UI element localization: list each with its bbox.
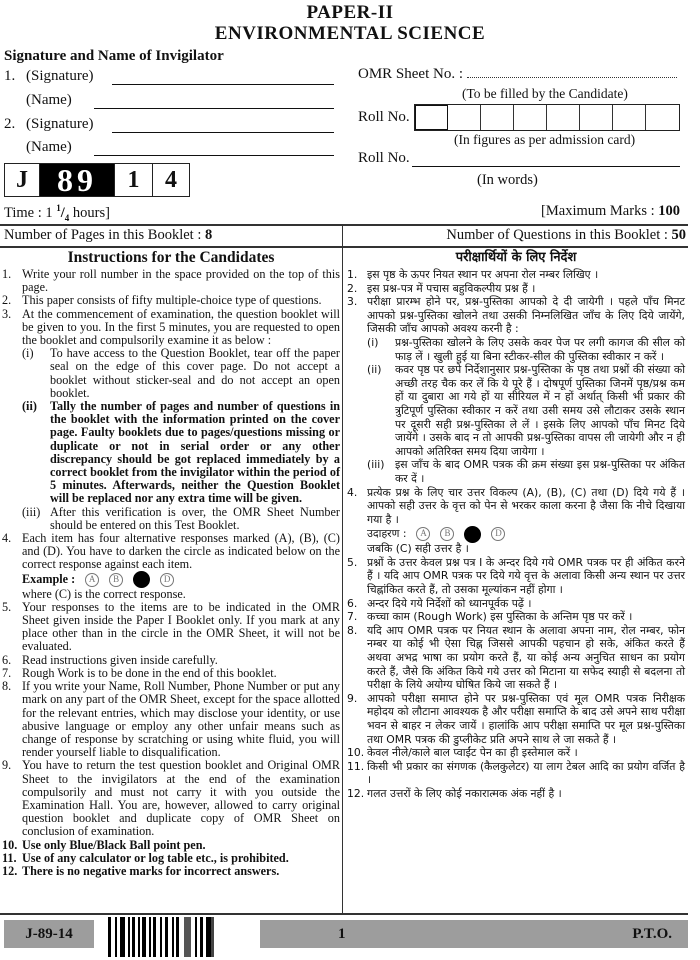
page-number: 1 (338, 925, 346, 942)
roll-number-words: Roll No. (358, 150, 680, 167)
item-number: 1. (347, 268, 358, 281)
instruction-item (347, 746, 685, 760)
instruction-item (347, 295, 685, 336)
instruction-item (2, 532, 340, 572)
bubble-b-icon: B (109, 573, 123, 587)
paper-number: PAPER-II (306, 2, 394, 23)
bubble-a-icon: A (416, 527, 430, 541)
item-text: There is no negative marks for incorrect answers. (22, 863, 280, 878)
example-row (2, 572, 340, 588)
instruction-item (2, 680, 340, 759)
signature-line[interactable] (112, 121, 334, 133)
roll-words-note: (In words) (477, 172, 538, 188)
roll-digit-box[interactable] (613, 105, 646, 130)
bubble-c-filled-icon (133, 571, 150, 588)
item-text: If you write your Name, Roll Number, Phone Number or put any mark on any part of the OMR Sheet, except for the space allotted for the relevant entries, which may disclose your identity, or use abusive language or employ any other unfair means such as change of response by scratching or using white fluid, you will render yourself liable to disqualification. (22, 679, 340, 760)
item-text: प्रश्नों के उत्तर केवल प्रश्न पत्र I के अन्दर दिये गये OMR पत्रक पर ही अंकित करने हैं । यदि आप OMR पत्रक पर दिये गये वृत्त के अलावा किसी अन्य स्थान पर उत्तर चिह्नांकित करते हैं, तो उसका मूल्यांकन नहीं होगा । (367, 555, 685, 597)
instruction-item (347, 268, 685, 282)
footer-booklet-code: J-89-14 (4, 920, 94, 948)
instruction-item (347, 624, 685, 692)
item-text: किसी भी प्रकार का संगणक (कैलकुलेटर) या लाग टेबल आदि का प्रयोग वर्जित है । (367, 759, 685, 787)
instruction-item (2, 759, 340, 838)
roll-number-figures: Roll No. (358, 104, 680, 131)
instruction-item (2, 308, 340, 348)
instruction-item (2, 839, 340, 852)
roll-words-line[interactable] (412, 155, 680, 167)
divider (0, 224, 688, 226)
roll-digit-box[interactable] (514, 105, 547, 130)
item-number: 3. (2, 306, 12, 321)
invigilator-2-name: (Name) (4, 139, 334, 156)
roll-figures-note: (In figures as per admission card) (454, 132, 636, 147)
invigilator-1-name: (Name) (4, 92, 334, 109)
item-text: गलत उत्तरों के लिए कोई नकारात्मक अंक नहीं है । (367, 786, 562, 800)
item-number: 8. (2, 679, 12, 694)
instruction-item (347, 556, 685, 597)
code-digit-2: 4 (165, 166, 177, 193)
instruction-subitem (2, 347, 340, 400)
item-number: 6. (2, 652, 12, 667)
item-number: (iii) (367, 458, 385, 472)
item-number: 10. (347, 746, 365, 760)
item-text: To have access to the Question Booklet, tear off the paper seal on the edge of this cover page. Do not accept a booklet without sticker-seal and do not accept an open booklet. (50, 346, 340, 400)
name-line[interactable] (94, 97, 334, 109)
instruction-item (347, 486, 685, 527)
item-text: इस प्रश्न-पत्र में पचास बहुविकल्पीय प्रश्न हैं । (367, 281, 536, 295)
item-number: 11. (347, 759, 365, 773)
bubble-b-icon: B (440, 527, 454, 541)
item-number: 12. (347, 786, 365, 800)
pages-count: Number of Pages in this Booklet : 8 (4, 227, 213, 243)
instruction-item (2, 601, 340, 654)
item-number: 12. (2, 863, 18, 878)
code-digit-1: 1 (115, 164, 153, 196)
item-number: 5. (347, 555, 358, 569)
item-text: इस पृष्ठ के ऊपर नियत स्थान पर अपना रोल नम्बर लिखिए । (367, 268, 599, 281)
item-text: You have to return the test question booklet and Original OMR Sheet to the invigilators at the end of the examination compulsorily and must not carry it with you outside the Examination Hall. You are, however, allowed to carry original question booklet and duplicate copy of OMR Sheet on conclusion of examination. (22, 758, 340, 839)
subject-title: ENVIRONMENTAL SCIENCE (214, 23, 486, 44)
english-heading: Instructions for the Candidates (67, 249, 275, 266)
barcode-icon (108, 917, 248, 957)
example-note: जबकि (C) सही उत्तर है । (367, 542, 469, 556)
item-text: Each item has four alternative responses marked (A), (B), (C) and (D). You have to darken the circle as indicated below on the correct response against each item. (22, 531, 340, 572)
invigilator-2-signature: 2. (Signature) (4, 116, 334, 133)
item-number: 1. (2, 267, 12, 281)
item-number: 9. (2, 758, 12, 773)
item-text: प्रश्न-पुस्तिका खोलने के लिए उसके कवर पेज पर लगी कागज की सील को फाड़ लें । खुली हुई या बिना स्टीकर-सील की पुस्तिका स्वीकार न करें । (395, 335, 685, 363)
bubble-d-icon: D (491, 527, 505, 541)
item-text: इस जाँच के बाद OMR पत्रक की क्रम संख्या इस प्रश्न-पुस्तिका पर अंकित कर दें । (395, 458, 685, 485)
instruction-item (347, 760, 685, 787)
item-number: (ii) (367, 363, 382, 377)
item-number: 8. (347, 623, 358, 637)
omr-note: (To be filled by the Candidate) (462, 86, 628, 101)
item-number: 9. (347, 691, 358, 705)
roll-digit-box[interactable] (481, 105, 514, 130)
example-note: where (C) is the correct response. (22, 586, 186, 601)
item-text: कच्चा काम (Rough Work) इस पुस्तिका के अन्तिम पृष्ठ पर करें । (367, 610, 633, 624)
roll-digit-box[interactable] (580, 105, 613, 130)
item-text: At the commencement of examination, the question booklet will be given to you. In the first 5 minutes, you are requested to open the booklet and compulsorily examine it as below : (22, 306, 340, 348)
item-text: कवर पृष्ठ पर छपे निर्देशानुसार प्रश्न-पुस्तिका के पृष्ठ तथा प्रश्नों की संख्या को अच्छी तरह चैक कर लें कि ये पूरे हैं । दोषपूर्ण पुस्तिका जिनमें पृष्ठ/प्रश्न कम हों या दुबारा आ गये हों या सीरियल में न हों अर्थात् किसी भी प्रकार की त्रुटिपूर्ण पुस्तिका स्वीकार न करें तथा उसी समय उसे लौटाकर उसके स्थान पर दूसरी सही प्रश्न-पुस्तिका ले लें । इसके लिए आपको पाँच मिनट दिये जायेंगे । उसके बाद न तो आपकी प्रश्न-पुस्तिका वापस ली जायेगी और न ही आपको अतिरिक्त समय दिया जायेगा । (395, 363, 685, 458)
item-number: 6. (347, 596, 358, 610)
hindi-heading: परीक्षार्थियों के लिए निर्देश (455, 250, 577, 265)
item-text: Example : (22, 572, 76, 587)
item-number: 7. (347, 610, 358, 624)
instruction-item (347, 692, 685, 746)
item-text: यदि आप OMR पत्रक पर नियत स्थान के अलावा अपना नाम, रोल नम्बर, फोन नम्बर या कोई भी ऐसा चिह्न जिससे आपकी पहचान हो सके, अंकित करते हैं अथवा अभद्र भाषा का प्रयोग करते हैं, या कोई अन्य अनुचित साधन का प्रयोग करते हैं, जैसे कि अंकित किये गये उत्तर को मिटाना या सफेद स्याही से बदलना तो परीक्षा के लिये अयोग्य घोषित किये जा सकते हैं । (367, 623, 685, 692)
item-text: After this verification is over, the OMR Sheet Number should be entered on this Test Booklet. (50, 504, 340, 532)
instruction-item (2, 268, 340, 294)
item-number: 4. (2, 531, 12, 546)
time-allowed: Time : 1 $^1/_4$ hours] (4, 203, 110, 223)
item-text: केवल नीले/काले बाल प्वाईंट पेन का ही इस्तेमाल करें । (367, 746, 578, 760)
instruction-subitem (347, 336, 685, 363)
item-text: प्रत्येक प्रश्न के लिए चार उत्तर विकल्प (A), (B), (C) तथा (D) दिये गये हैं । आपको सही उत्तर के वृत्त को पेन से भरकर काला करना है जैसा कि नीचे दिखाया गया है । (367, 485, 685, 526)
instruction-item (347, 597, 685, 611)
item-text: आपको परीक्षा समाप्त होने पर प्रश्न-पुस्तिका एवं मूल OMR पत्रक निरीक्षक महोदय को लौटाना आवश्यक है और परीक्षा समाप्ति के बाद उसे अपने साथ परीक्षा भवन से बाहर न लेकर जायें । हालांकि आप परीक्षा समाप्ति पर मूल प्रश्न-पुस्तिका तथा OMR पत्रक की डुप्लीकेट प्रति अपने साथ ले जा सकते हैं । (367, 691, 685, 746)
footer-bar (260, 920, 688, 948)
signature-line[interactable] (112, 73, 334, 85)
omr-number-field[interactable] (467, 68, 677, 78)
item-number: 3. (347, 295, 358, 309)
instruction-item (2, 294, 340, 307)
divider (0, 246, 688, 248)
booklet-code-box (4, 163, 190, 197)
item-text: अन्दर दिये गये निर्देशों को ध्यानपूर्वक पढ़ें । (367, 596, 532, 610)
instruction-subitem (2, 506, 340, 532)
bubble-c-filled-icon (464, 526, 481, 543)
divider (0, 913, 688, 915)
code-letter: J (5, 164, 40, 196)
hindi-instructions (347, 249, 685, 801)
instruction-subitem (347, 363, 685, 458)
item-text: Use only Blue/Black Ball point pen. (22, 837, 206, 852)
item-number: 10. (2, 837, 18, 852)
invigilator-heading: Signature and Name of Invigilator (4, 48, 224, 64)
instruction-item (2, 654, 340, 667)
item-text: Use of any calculator or log table etc., is prohibited. (22, 850, 289, 865)
example-row (347, 526, 685, 542)
code-inverted: 89 (40, 164, 115, 196)
item-text: Write your roll number in the space provided on the top of this page. (22, 267, 340, 295)
instruction-item (347, 610, 685, 624)
omr-sheet-number: OMR Sheet No. : (358, 66, 677, 83)
item-text: Tally the number of pages and number of questions in the booklet with the information printed on the cover page. Faulty booklets due to pages/questions missing or duplicate or not in serial order or any other discrepancy should be got replaced immediately by a correct booklet from the invigilator within the period of 5 minutes. Afterwards, neither the Question Booklet will be replaced nor any extra time will be given. (50, 399, 340, 506)
item-text: This paper consists of fifty multiple-choice type of questions. (22, 293, 322, 308)
english-instructions (2, 249, 340, 878)
roll-digit-box[interactable] (415, 105, 448, 130)
item-number: (ii) (22, 399, 37, 414)
questions-count: Number of Questions in this Booklet : 50 (446, 227, 686, 243)
instruction-item (2, 852, 340, 865)
item-number: 11. (2, 850, 17, 865)
pto-label: P.T.O. (632, 925, 672, 942)
item-number: (i) (22, 346, 34, 361)
item-number: 4. (347, 485, 358, 499)
item-number: 2. (2, 293, 12, 308)
bubble-d-icon: D (160, 573, 174, 587)
instruction-subitem (347, 458, 685, 485)
roll-digit-box[interactable] (646, 105, 679, 130)
instruction-item (347, 282, 685, 296)
item-number: (iii) (22, 504, 41, 519)
item-text: उदाहरण : (367, 527, 407, 541)
item-number: 7. (2, 665, 12, 680)
instruction-subitem (2, 400, 340, 506)
item-number: (i) (367, 335, 379, 349)
maximum-marks: [Maximum Marks : 100 (541, 203, 680, 219)
column-divider (342, 224, 343, 914)
item-text: Read instructions given inside carefully. (22, 652, 218, 667)
item-number: 2. (347, 281, 358, 295)
roll-digit-box[interactable] (448, 105, 481, 130)
instruction-item (347, 787, 685, 801)
roll-number-boxes[interactable] (414, 104, 680, 131)
name-line[interactable] (94, 144, 334, 156)
bubble-a-icon: A (85, 573, 99, 587)
item-text: Your responses to the items are to be indicated in the OMR Sheet given inside the Paper I Booklet only. If you mark at any place other than in the circle in the OMR Sheet, it will not be evaluated. (22, 599, 340, 654)
item-text: Rough Work is to be done in the end of this booklet. (22, 665, 277, 680)
invigilator-1-signature: 1. (Signature) (4, 68, 334, 85)
item-number: 5. (2, 599, 12, 614)
item-text: परीक्षा प्रारम्भ होने पर, प्रश्न-पुस्तिका आपको दे दी जायेगी । पहले पाँच मिनट आपको प्रश्न-पुस्तिका खोलने तथा उसकी निम्नलिखित जाँच के लिए दिये जायेंगे, जिसकी जाँच आपको अवश्य करनी है : (367, 295, 685, 336)
roll-digit-box[interactable] (547, 105, 580, 130)
instruction-item (2, 865, 340, 878)
